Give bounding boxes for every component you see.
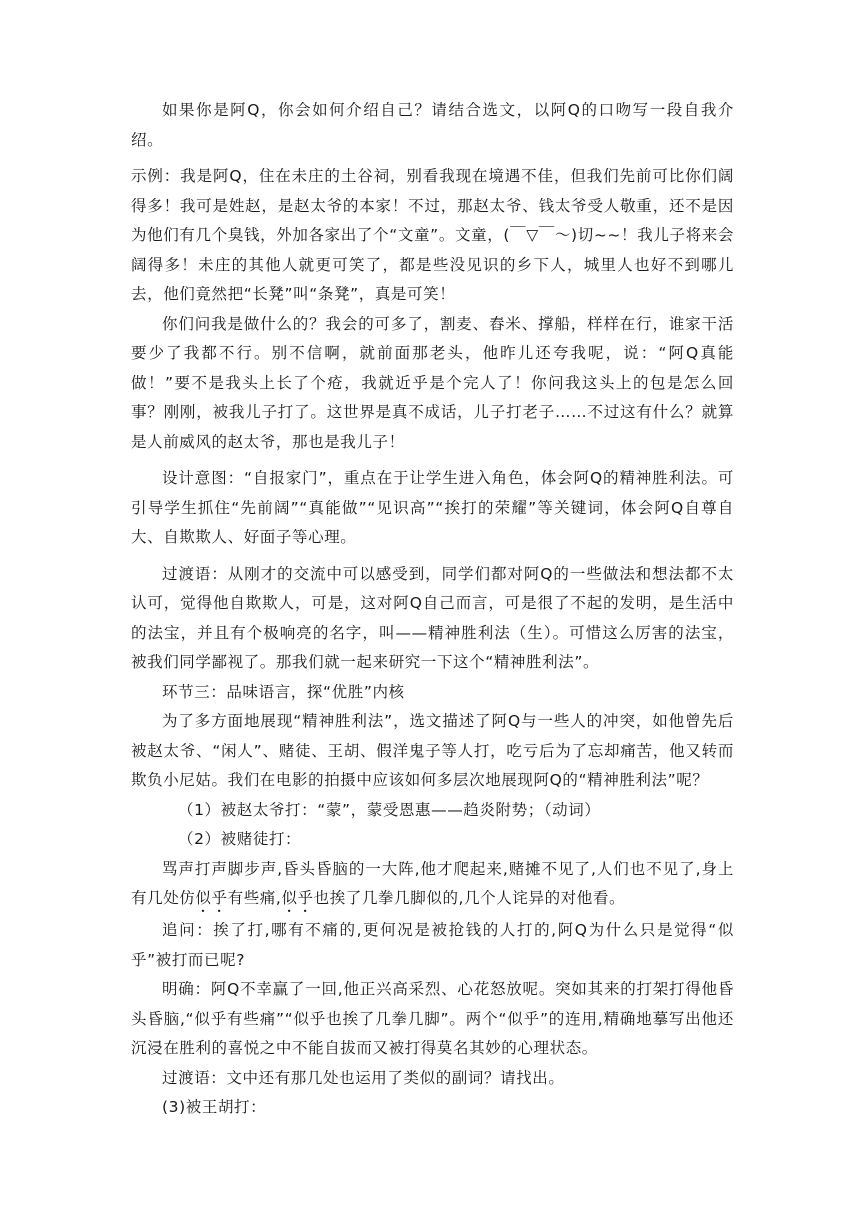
quote-text: 有些痛,	[227, 889, 282, 907]
design-intent-paragraph: 设计意图：“自报家门”，重点在于让学生进入角色，体会阿Q的精神胜利法。可引导学生抓住“先前阔”“真能做”“见识高”“挨打的荣耀”等关键词，体会阿Q自尊自大、自欺欺人、好面子等心理。	[131, 469, 734, 546]
quote-paragraph	[131, 855, 734, 917]
list-item-3: (3)被王胡打：	[162, 1098, 267, 1116]
example-paragraph: 示例：我是阿Q，住在未庄的土谷祠，别看我现在境遇不佳，但我们先前可比你们阔得多！我可是姓赵，是赵太爷的本家！不过，那赵太爷、钱太爷受人敬重，还不是因为他们有几个臭钱，外加各家出了个“文童”。文童，(￣▽￣～)切~~！我儿子将来会阔得多！未庄的其他人就更可笑了，都是些没见识的乡下人，城里人也好不到哪儿去，他们竟然把“长凳”叫“条凳”，真是可笑！	[131, 167, 734, 303]
document-body	[131, 96, 734, 1123]
section-heading: 环节三：品味语言，探“优胜”内核	[162, 682, 405, 701]
followup-question: 追问：挨了打,哪有不痛的,更何况是被抢钱的人打的,阿Q为什么只是觉得“似乎”被打而已呢?	[131, 921, 734, 969]
list-item-2: （2）被赌徒打：	[178, 830, 302, 848]
transition-paragraph-2: 过渡语：文中还有那几处也运用了类似的副词？请找出。	[162, 1068, 565, 1087]
question-paragraph: 如果你是阿Q，你会如何介绍自己？请结合选文，以阿Q的口吻写一段自我介绍。	[131, 101, 734, 149]
emphasis-word: 似乎	[195, 889, 228, 907]
list-item-1: （1）被赵太爷打：“蒙”，蒙受恩惠——趋炎附势；（动词）	[178, 800, 601, 819]
skills-paragraph: 你们问我是做什么的？我会的可多了，割麦、舂米、撑船，样样在行，谁家干活要少了我都不行。别不信啊，就前面那老头，他昨儿还夸我呢，说：“阿Q真能做！”要不是我头上长了个疮，我就近乎是个完人了！你问我这头上的包是怎么回事？刚刚，被我儿子打了。这世界是真不成话，儿子打老子……不过这有什么？就算是人前威风的赵太爷，那也是我儿子！	[131, 314, 734, 451]
transition-paragraph-1: 过渡语：从刚才的交流中可以感受到，同学们都对阿Q的一些做法和想法都不太认可，觉得他自欺欺人，可是，这对阿Q自己而言，可是很了不起的发明，是生活中的法宝，并且有个极响亮的名字，叫——精神胜利法（生）。可惜这么厉害的法宝，被我们同学鄙视了。那我们就一起来研究一下这个“精神胜利法”。	[131, 564, 734, 671]
clarification-paragraph: 明确：阿Q不幸赢了一回,他正兴高采烈、心花怒放呢。突如其来的打架打得他昏头昏脑,“似乎有些痛”“似乎也挨了几拳几脚”。两个“似乎”的连用,精确地摹写出他还沉浸在胜利的喜悦之中不能自拔而又被打得莫名其妙的心理状态。	[131, 980, 734, 1057]
quote-text: 骂声打声脚步声,昏头昏脑的一大阵,他才爬起来,赌摊不见了,人们也不见了,身上有几处仿	[131, 859, 734, 907]
intro-paragraph: 为了多方面地展现“精神胜利法”，选文描述了阿Q与一些人的冲突，如他曾先后被赵太爷、“闲人”、赌徒、王胡、假洋鬼子等人打，吃亏后为了忘却痛苦，他又转而欺负小尼姑。我们在电影的拍摄中应该如何多层次地展现阿Q的“精神胜利法”呢？	[131, 712, 734, 789]
emphasis-word: 似乎	[281, 889, 314, 907]
quote-text: 也挨了几拳几脚似的,几个人诧异的对他看。	[313, 889, 626, 907]
